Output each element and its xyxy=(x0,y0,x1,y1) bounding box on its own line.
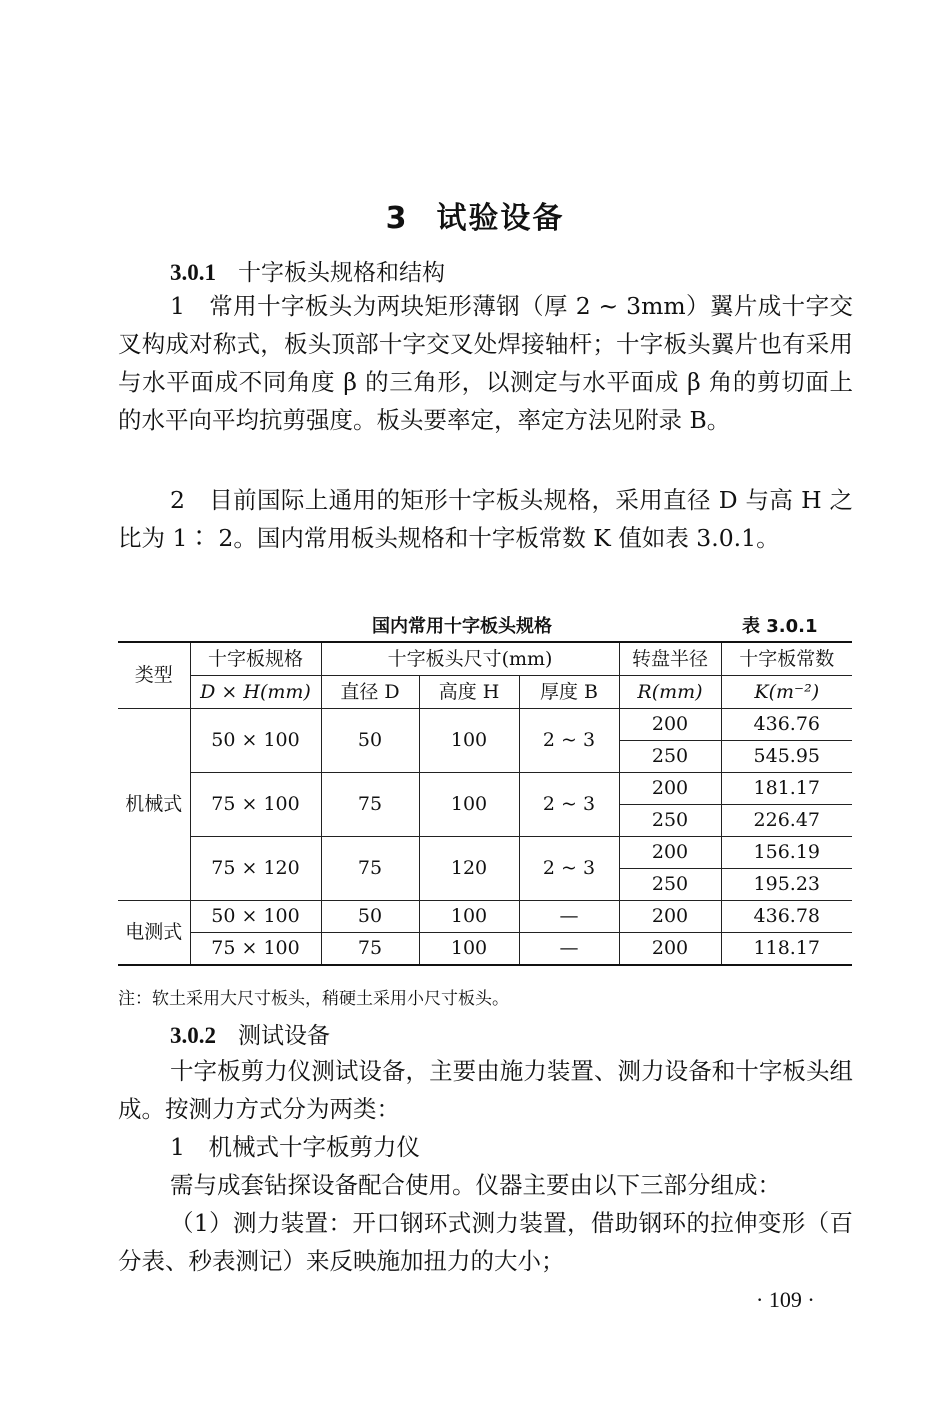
table-row xyxy=(118,837,852,869)
header-radius: 转盘半径 xyxy=(619,642,721,676)
table-subheader-row xyxy=(118,676,852,709)
diameter-cell: 75 xyxy=(321,773,419,837)
spec-cell: 75 × 100 xyxy=(190,933,321,966)
radius-cell: 200 xyxy=(619,773,721,805)
radius-cell: 250 xyxy=(619,741,721,773)
thickness-cell: 2 ~ 3 xyxy=(519,709,619,773)
table-row xyxy=(118,773,852,805)
constant-cell: 436.78 xyxy=(721,901,852,933)
table-note: 注：软土采用大尺寸板头，稍硬土采用小尺寸板头。 xyxy=(118,989,509,1009)
section-number: 3.0.1 xyxy=(170,260,216,285)
section-heading-3-0-1 xyxy=(170,254,445,287)
section-title: 十字板头规格和结构 xyxy=(238,260,445,286)
spec-cell: 75 × 100 xyxy=(190,773,321,837)
paragraph-5: 需与成套钻探设备配合使用。仪器主要由以下三部分组成： xyxy=(170,1171,781,1199)
spec-cell: 75 × 120 xyxy=(190,837,321,901)
thickness-cell: — xyxy=(519,933,619,966)
height-cell: 120 xyxy=(419,837,519,901)
spec-cell: 50 × 100 xyxy=(190,709,321,773)
spec-table xyxy=(118,641,852,966)
table-row xyxy=(118,901,852,933)
table-caption: 国内常用十字板头规格 xyxy=(372,616,552,637)
section-title: 测试设备 xyxy=(238,1023,330,1049)
table-row xyxy=(118,709,852,741)
height-cell: 100 xyxy=(419,709,519,773)
height-cell: 100 xyxy=(419,933,519,966)
radius-cell: 200 xyxy=(619,933,721,966)
table-row xyxy=(118,933,852,966)
chapter-number: 3 xyxy=(385,201,409,236)
constant-cell: 226.47 xyxy=(721,805,852,837)
header-thickness: 厚度 B xyxy=(519,676,619,709)
header-dims: 十字板头尺寸(mm) xyxy=(321,642,619,676)
diameter-cell: 50 xyxy=(321,709,419,773)
diameter-cell: 50 xyxy=(321,901,419,933)
table-header-row xyxy=(118,642,852,676)
paragraph-1: 1 常用十字板头为两块矩形薄钢（厚 2 ~ 3mm）翼片成十字交叉构成对称式，板头顶部十字交叉处焊接轴杆；十字板头翼片也有采用与水平面成不同角度 β 的三角形，以测定与水平面成 β 角的剪切面上的水平向平均抗剪强度。板头要率定，率定方法见附录 B。 xyxy=(118,292,853,434)
constant-cell: 181.17 xyxy=(721,773,852,805)
height-cell: 100 xyxy=(419,773,519,837)
header-radius-unit: R(mm) xyxy=(619,676,721,709)
radius-cell: 200 xyxy=(619,901,721,933)
header-spec-unit: D × H(mm) xyxy=(190,676,321,709)
diameter-cell: 75 xyxy=(321,933,419,966)
thickness-cell: 2 ~ 3 xyxy=(519,773,619,837)
section-heading-3-0-2 xyxy=(170,1017,330,1050)
page-number: · 109 · xyxy=(756,1287,815,1312)
thickness-cell: — xyxy=(519,901,619,933)
radius-cell: 250 xyxy=(619,869,721,901)
chapter-name: 试验设备 xyxy=(436,201,565,236)
table-number: 表 3.0.1 xyxy=(742,616,818,637)
header-height: 高度 H xyxy=(419,676,519,709)
chapter-title xyxy=(0,193,950,237)
paragraph-4: 1 机械式十字板剪力仪 xyxy=(170,1133,420,1161)
paragraph-3: 十字板剪力仪测试设备，主要由施力装置、测力设备和十字板头组成。按测力方式分为两类： xyxy=(118,1057,853,1123)
paragraph-6: （1）测力装置：开口钢环式测力装置，借助钢环的拉伸变形（百分表、秒表测记）来反映施加扭力的大小； xyxy=(118,1209,853,1275)
constant-cell: 545.95 xyxy=(721,741,852,773)
thickness-cell: 2 ~ 3 xyxy=(519,837,619,901)
header-type: 类型 xyxy=(118,642,190,709)
diameter-cell: 75 xyxy=(321,837,419,901)
section-number: 3.0.2 xyxy=(170,1023,216,1048)
constant-cell: 156.19 xyxy=(721,837,852,869)
type-cell-mechanical: 机械式 xyxy=(118,709,190,901)
constant-cell: 436.76 xyxy=(721,709,852,741)
height-cell: 100 xyxy=(419,901,519,933)
header-diameter: 直径 D xyxy=(321,676,419,709)
radius-cell: 250 xyxy=(619,805,721,837)
paragraph-2: 2 目前国际上通用的矩形十字板头规格，采用直径 D 与高 H 之比为 1∶ 2。国内常用板头规格和十字板常数 K 值如表 3.0.1。 xyxy=(118,486,853,552)
constant-cell: 195.23 xyxy=(721,869,852,901)
header-spec: 十字板规格 xyxy=(190,642,321,676)
radius-cell: 200 xyxy=(619,837,721,869)
header-constant: 十字板常数 xyxy=(721,642,852,676)
radius-cell: 200 xyxy=(619,709,721,741)
constant-cell: 118.17 xyxy=(721,933,852,966)
header-constant-unit: K(m⁻²) xyxy=(721,676,852,709)
type-cell-electrical: 电测式 xyxy=(118,901,190,966)
spec-cell: 50 × 100 xyxy=(190,901,321,933)
